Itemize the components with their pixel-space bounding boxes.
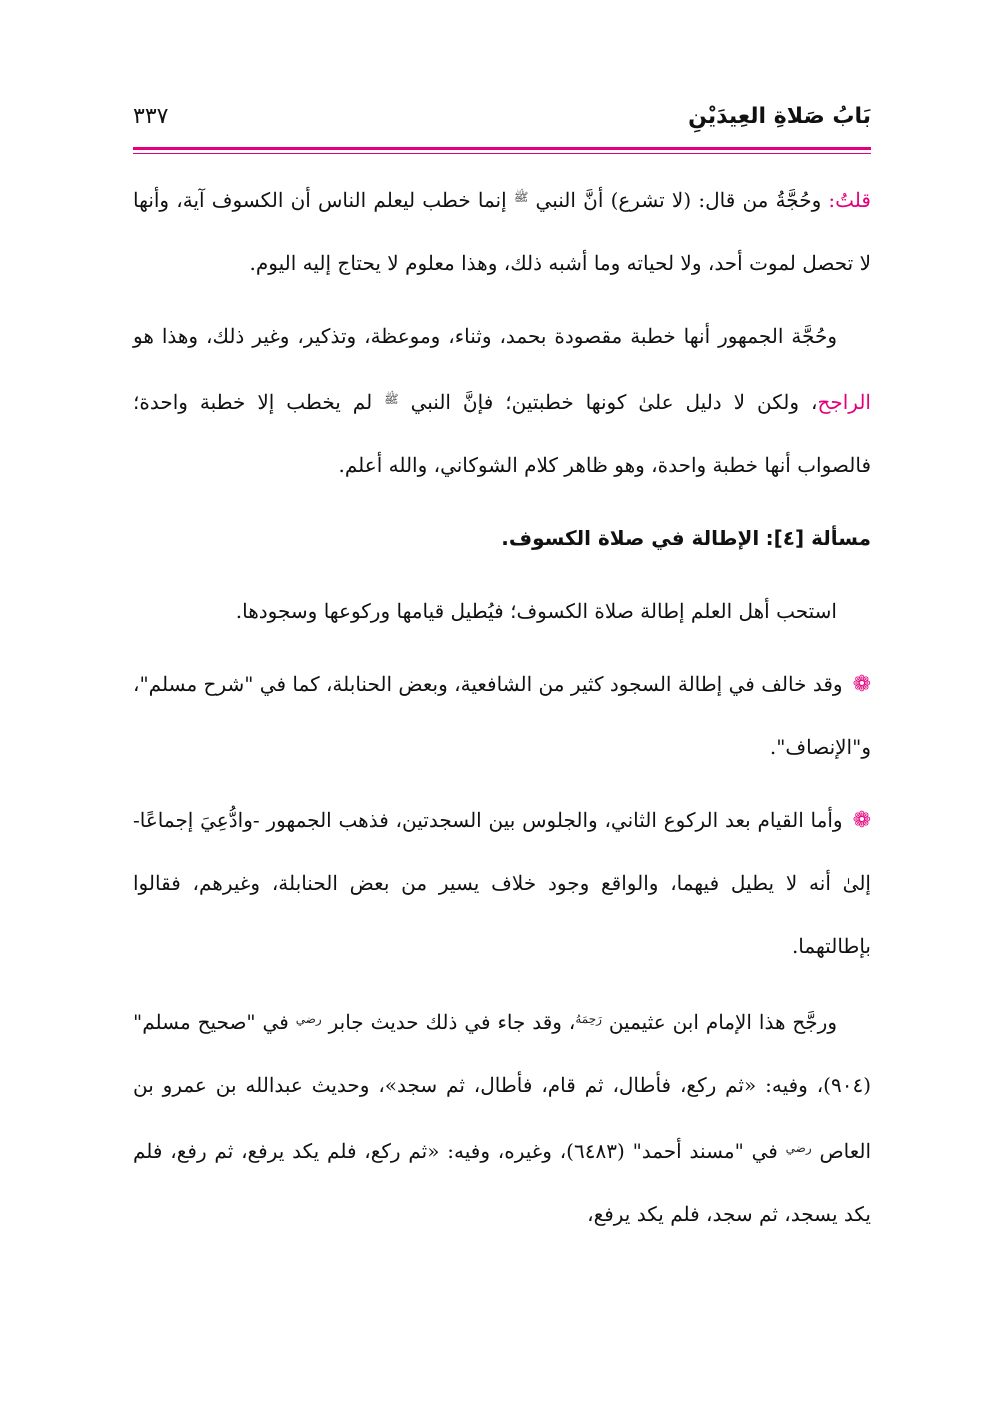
paragraph-text: ورجَّح هذا الإمام ابن عثيمين	[601, 1010, 837, 1034]
paragraph-2	[133, 305, 871, 497]
qultu-label: قلتُ:	[828, 188, 871, 212]
rahimahullah-icon: رَحِمَهُ	[575, 1012, 602, 1026]
salawat-icon: ﷺ	[384, 392, 399, 406]
issue-label: مسألة [٤]:	[765, 526, 871, 550]
paragraph-text: إنما خطب ليعلم الناس أن الكسوف آية، وأنها لا تحصل لموت أحد، ولا لحياته وما أشبه ذلك، وهذا معلوم لا يحتاج إليه اليوم.	[133, 188, 871, 275]
paragraph-text: .	[769, 735, 777, 759]
body-text	[133, 166, 871, 1256]
radiyallah-icon: رضي	[785, 1141, 812, 1155]
paragraph-text: وحُجَّة الجمهور أنها خطبة مقصودة بحمد، وثناء، وموعظة، وتذكير، وغير ذلك، وهذا هو	[133, 324, 837, 348]
header-rule-thick	[133, 147, 871, 150]
paragraph-text: وقد خالف في إطالة السجود كثير من الشافعية، وبعض الحنابلة، كما في	[253, 672, 843, 696]
paragraph-text: (٦٤٨٣)، وغيره، وفيه:	[439, 1139, 633, 1163]
rajih-highlight: الراجح	[817, 390, 871, 414]
paragraph-text: لم يخطب إلا خطبة واحدة؛ فالصواب أنها خطبة واحدة، وهو ظاهر كلام الشوكاني، والله أعلم.	[133, 390, 871, 477]
paragraph-text: في	[743, 1139, 786, 1163]
flower-bullet-icon: ❁	[852, 672, 871, 697]
salawat-icon: ﷺ	[513, 190, 529, 204]
radiyallah-icon: رضي	[295, 1012, 322, 1026]
paragraph-6	[133, 988, 871, 1246]
header-rule-thin	[133, 153, 871, 154]
paragraph-text: وحُجَّةُ من قال: (لا تشرع) أنَّ النبي	[528, 188, 829, 212]
hadith-quote: «ثم ركع، فأطال، ثم قام، فأطال، ثم سجد»	[384, 1073, 757, 1097]
chapter-title: بَابُ صَلاةِ العِيدَيْنِ	[688, 104, 871, 129]
paragraph-text: ، ولكن لا دليل علىٰ كونها خطبتين؛ فإنَّ النبي	[398, 390, 818, 414]
paragraph-1	[133, 166, 871, 295]
reference-sharh-muslim: "شرح مسلم"	[139, 672, 254, 696]
section-heading	[133, 507, 871, 570]
paragraph-text: وأما القيام بعد الركوع الثاني، والجلوس بين السجدتين، فذهب الجمهور -وادُّعِيَ إجماعًا- إلىٰ أنه لا يطيل فيهما، والواقع وجود خلاف يسير من بعض الحنابلة، وغيرهم، فقالوا بإطالتهما.	[133, 808, 871, 958]
reference-insaf: "الإنصاف"	[776, 735, 862, 759]
reference-sahih-muslim: "صحيح مسلم"	[133, 1010, 256, 1034]
paragraph-text: (٩٠٤)، وفيه:	[756, 1073, 871, 1097]
page-header	[133, 102, 871, 146]
paragraph-4	[133, 653, 871, 779]
paragraph-text: ، و	[133, 672, 871, 759]
reference-musnad-ahmad: "مسند أحمد"	[632, 1139, 744, 1163]
paragraph-text: في	[255, 1010, 296, 1034]
flower-bullet-icon: ❁	[852, 808, 871, 833]
hadith-quote: «ثم ركع، فلم يكد يرفع، ثم رفع، فلم يكد يسجد، ثم سجد، فلم يكد يرفع،	[133, 1139, 871, 1226]
paragraph-text: ، وحديث عبدالله بن عمرو بن العاص	[133, 1073, 872, 1163]
paragraph-text: استحب أهل العلم إطالة صلاة الكسوف؛ فيُطيل قيامها وركوعها وسجودها.	[235, 599, 837, 623]
page-number: ٣٣٧	[133, 104, 169, 129]
issue-title: الإطالة في صلاة الكسوف.	[501, 526, 760, 550]
paragraph-text: ، وقد جاء في ذلك حديث جابر	[321, 1010, 576, 1034]
paragraph-3	[133, 580, 871, 643]
paragraph-5	[133, 789, 871, 978]
